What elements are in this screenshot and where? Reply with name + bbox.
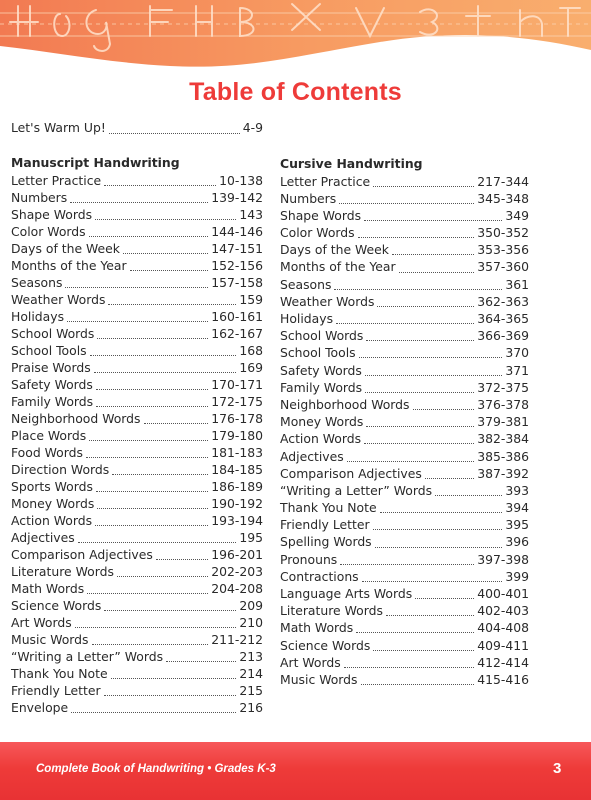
toc-entry-pages: 168 <box>239 342 263 358</box>
dot-leader <box>94 372 237 373</box>
dot-leader <box>336 323 474 324</box>
toc-entry-pages: 357-360 <box>477 259 529 275</box>
dot-leader <box>386 615 474 616</box>
toc-entry-pages: 209 <box>239 597 263 613</box>
toc-entry <box>280 362 529 379</box>
dot-leader <box>373 186 474 187</box>
dot-leader <box>90 355 237 356</box>
toc-entry-label: Science Words <box>11 597 102 613</box>
toc-entry-pages: 176-178 <box>211 410 263 426</box>
page-number: 3 <box>553 760 562 777</box>
dot-leader <box>117 576 208 577</box>
toc-entry <box>11 325 263 342</box>
dot-leader <box>399 272 475 273</box>
toc-entry-label: Adjectives <box>11 529 75 545</box>
toc-entry <box>280 619 529 636</box>
toc-entry-pages: 162-167 <box>211 325 263 341</box>
dot-leader <box>366 426 474 427</box>
toc-entry-label: Art Words <box>280 654 341 670</box>
toc-entry-pages: 179-180 <box>211 427 263 443</box>
toc-entry <box>280 327 529 344</box>
toc-entry-label: Pronouns <box>280 551 338 567</box>
toc-entry <box>280 637 529 654</box>
dot-leader <box>96 406 208 407</box>
manuscript-section <box>11 154 263 716</box>
dot-leader <box>356 632 474 633</box>
dot-leader <box>86 457 208 458</box>
toc-entry-pages: 349 <box>505 207 529 223</box>
toc-entry <box>280 568 529 585</box>
toc-entry <box>280 224 529 241</box>
toc-entry-pages: 376-378 <box>477 396 529 412</box>
toc-entry-pages: 387-392 <box>477 465 529 481</box>
toc-entry-pages: 210 <box>239 614 263 630</box>
toc-entry-label: Safety Words <box>11 376 93 392</box>
dot-leader <box>362 581 503 582</box>
toc-entry-label: Months of the Year <box>11 257 127 273</box>
section-heading-cursive: Cursive Handwriting <box>280 156 423 171</box>
toc-entry <box>280 551 529 568</box>
toc-entry <box>11 580 263 597</box>
toc-entry-pages: 399 <box>505 568 529 584</box>
toc-entry <box>280 190 529 207</box>
dot-leader <box>365 392 474 393</box>
toc-entry <box>280 207 529 224</box>
footer-book-title: Complete Book of Handwriting • Grades K-3 <box>36 763 276 775</box>
dot-leader <box>166 661 236 662</box>
toc-entry <box>11 189 263 206</box>
dot-leader <box>104 185 216 186</box>
dot-leader <box>130 270 209 271</box>
dot-leader <box>364 220 502 221</box>
manuscript-entry-list <box>11 172 263 716</box>
toc-entry-pages: 193-194 <box>211 512 263 528</box>
dot-leader <box>67 321 208 322</box>
toc-entry <box>11 359 263 376</box>
toc-entry-pages: 139-142 <box>211 189 263 205</box>
toc-entry-pages: 10-138 <box>219 172 263 188</box>
toc-entry-label: Money Words <box>280 414 364 430</box>
toc-entry-pages: 190-192 <box>211 495 263 511</box>
dot-leader <box>358 237 475 238</box>
dot-leader <box>359 357 503 358</box>
dot-leader <box>108 304 236 305</box>
toc-entry <box>11 240 263 257</box>
toc-entry <box>280 241 529 258</box>
toc-entry-label: Math Words <box>280 620 354 636</box>
dot-leader <box>112 474 208 475</box>
toc-entry-pages: 170-171 <box>211 376 263 392</box>
dot-leader <box>87 593 208 594</box>
toc-entry <box>280 516 529 533</box>
dot-leader <box>344 667 475 668</box>
toc-entry-pages: 181-183 <box>211 444 263 460</box>
toc-entry <box>11 546 263 563</box>
toc-entry-label: Envelope <box>11 699 69 715</box>
toc-entry-label: Letter Practice <box>11 172 102 188</box>
dot-leader <box>71 712 236 713</box>
dot-leader <box>334 289 502 290</box>
toc-entry <box>11 699 263 716</box>
toc-entry <box>11 308 263 325</box>
toc-entry-label: Safety Words <box>280 362 362 378</box>
toc-entry-pages: 159 <box>239 291 263 307</box>
toc-entry-pages: 184-185 <box>211 461 263 477</box>
toc-entry <box>11 206 263 223</box>
toc-entry-label: Family Words <box>11 393 94 409</box>
toc-entry-pages: 402-403 <box>477 603 529 619</box>
toc-entry <box>11 648 263 665</box>
toc-entry <box>11 529 263 546</box>
toc-entry-pages: 370 <box>505 345 529 361</box>
toc-entry-pages: 409-411 <box>477 637 529 653</box>
toc-entry-label: Thank You Note <box>11 665 108 681</box>
toc-entry-label: Adjectives <box>280 448 344 464</box>
toc-entry-label: Shape Words <box>11 206 93 222</box>
dot-leader <box>373 650 474 651</box>
toc-entry-pages: 211-212 <box>211 631 263 647</box>
toc-entry-label: Seasons <box>280 276 332 292</box>
toc-entry-label: Sports Words <box>11 478 93 494</box>
toc-entry-pages: 160-161 <box>211 308 263 324</box>
toc-entry-label: Music Words <box>280 671 358 687</box>
dot-leader <box>339 203 474 204</box>
toc-entry-pages: 353-356 <box>477 242 529 258</box>
page-title: Table of Contents <box>189 78 402 106</box>
toc-entry-pages: 372-375 <box>477 379 529 395</box>
dot-leader <box>144 423 209 424</box>
toc-entry <box>11 478 263 495</box>
toc-entry-pages: 213 <box>239 648 263 664</box>
toc-entry <box>280 310 529 327</box>
toc-entry <box>280 396 529 413</box>
dot-leader <box>104 695 237 696</box>
dot-leader <box>65 287 208 288</box>
toc-entry <box>280 430 529 447</box>
dot-leader <box>366 340 474 341</box>
toc-entry-pages: 195 <box>239 529 263 545</box>
dot-leader <box>413 409 475 410</box>
toc-entry-pages: 361 <box>505 276 529 292</box>
toc-entry-label: School Tools <box>11 342 87 358</box>
toc-entry-pages: 350-352 <box>477 225 529 241</box>
dot-leader <box>373 529 503 530</box>
toc-entry-pages: 217-344 <box>477 173 529 189</box>
dot-leader <box>89 440 208 441</box>
toc-entry-pages: 215 <box>239 682 263 698</box>
dot-leader <box>97 338 208 339</box>
toc-entry <box>11 342 263 359</box>
dot-leader <box>156 559 208 560</box>
toc-entry <box>280 465 529 482</box>
toc-entry-pages: 394 <box>505 500 529 516</box>
toc-entry-pages: 397-398 <box>477 551 529 567</box>
toc-entry-label: Praise Words <box>11 359 91 375</box>
toc-entry-pages: 379-381 <box>477 414 529 430</box>
toc-entry <box>280 499 529 516</box>
toc-entry <box>280 533 529 550</box>
toc-entry <box>11 563 263 580</box>
dot-leader <box>70 202 208 203</box>
toc-entry-pages: 364-365 <box>477 311 529 326</box>
toc-entry-label: Friendly Letter <box>11 682 101 698</box>
toc-entry-pages: 396 <box>505 534 529 550</box>
toc-entry <box>280 344 529 361</box>
toc-entry-warm-up <box>11 120 263 136</box>
toc-entry-pages: 382-384 <box>477 431 529 447</box>
toc-entry-label: School Words <box>280 328 364 344</box>
toc-entry-pages: 196-201 <box>211 546 263 562</box>
toc-entry-pages: 157-158 <box>211 274 263 290</box>
dot-leader <box>375 547 503 548</box>
toc-entry-pages: 393 <box>505 482 529 498</box>
toc-entry-label: Days of the Week <box>280 242 389 258</box>
toc-entry-label: Months of the Year <box>280 259 396 275</box>
toc-entry-label: Comparison Adjectives <box>280 465 422 481</box>
dot-leader <box>340 564 474 565</box>
header-banner <box>0 0 591 82</box>
dot-leader <box>78 542 237 543</box>
toc-entry <box>11 495 263 512</box>
toc-entry-label: Thank You Note <box>280 500 377 516</box>
toc-entry-label: Action Words <box>11 512 93 528</box>
dot-leader <box>415 598 474 599</box>
toc-entry-pages: 385-386 <box>477 448 529 464</box>
toc-entry-label: Direction Words <box>11 461 110 477</box>
toc-entry <box>280 173 529 190</box>
section-heading-manuscript: Manuscript Handwriting <box>11 155 180 170</box>
dot-leader <box>97 508 208 509</box>
toc-entry-label: Art Words <box>11 614 72 630</box>
dot-leader <box>425 478 474 479</box>
toc-entry-label: Neighborhood Words <box>11 410 141 426</box>
toc-entry-label: Family Words <box>280 379 363 395</box>
toc-entry-label: Days of the Week <box>11 240 120 256</box>
toc-entry-label: Color Words <box>11 223 86 239</box>
toc-entry-pages: 214 <box>239 665 263 681</box>
toc-entry-label: Money Words <box>11 495 95 511</box>
toc-entry-pages: 404-408 <box>477 620 529 636</box>
toc-entry-label: Math Words <box>11 580 85 596</box>
toc-entry-label: Let's Warm Up! <box>11 120 106 135</box>
toc-entry <box>280 585 529 602</box>
toc-entry-label: Holidays <box>11 308 65 324</box>
toc-entry-label: Food Words <box>11 444 83 460</box>
toc-entry-pages: 172-175 <box>211 393 263 409</box>
dot-leader <box>364 443 474 444</box>
toc-entry-pages: 204-208 <box>211 580 263 596</box>
toc-entry-pages: 362-363 <box>477 293 529 309</box>
dot-leader <box>365 375 502 376</box>
toc-entry-label: School Words <box>11 325 95 341</box>
toc-entry <box>11 257 263 274</box>
toc-entry-label: Seasons <box>11 274 63 290</box>
toc-entry <box>11 172 263 189</box>
toc-entry <box>11 223 263 240</box>
toc-entry-pages: 345-348 <box>477 190 529 206</box>
toc-entry <box>280 671 529 688</box>
toc-entry <box>280 602 529 619</box>
dot-leader <box>361 684 475 685</box>
toc-entry <box>280 276 529 293</box>
dot-leader <box>96 389 208 390</box>
toc-entry-label: Holidays <box>280 311 334 326</box>
toc-entry-label: Weather Words <box>280 293 375 309</box>
toc-entry-label: “Writing a Letter” Words <box>280 482 433 498</box>
cursive-entry-list <box>280 173 529 689</box>
dot-leader <box>95 219 236 220</box>
toc-entry <box>280 293 529 310</box>
dot-leader <box>347 461 475 462</box>
toc-entry <box>11 444 263 461</box>
toc-entry <box>11 512 263 529</box>
toc-entry-label: Shape Words <box>280 207 362 223</box>
toc-entry-pages: 400-401 <box>477 586 529 601</box>
toc-entry-label: Language Arts Words <box>280 586 413 601</box>
toc-entry-pages: 216 <box>239 699 263 715</box>
toc-entry <box>280 413 529 430</box>
toc-entry <box>11 376 263 393</box>
toc-entry-pages: 186-189 <box>211 478 263 494</box>
toc-entry <box>11 427 263 444</box>
toc-entry-pages: 415-416 <box>477 671 529 687</box>
toc-entry-label: Literature Words <box>11 563 114 579</box>
dot-leader <box>109 133 240 134</box>
dot-leader <box>377 306 474 307</box>
toc-entry-label: Action Words <box>280 431 362 447</box>
toc-entry-label: Comparison Adjectives <box>11 546 153 562</box>
dot-leader <box>89 236 209 237</box>
dot-leader <box>435 495 502 496</box>
toc-entry-label: Friendly Letter <box>280 517 370 533</box>
toc-entry <box>11 597 263 614</box>
toc-entry-pages: 412-414 <box>477 654 529 670</box>
toc-entry-pages: 143 <box>239 206 263 222</box>
toc-entry <box>11 274 263 291</box>
toc-entry-pages: 366-369 <box>477 328 529 344</box>
toc-entry-pages: 147-151 <box>211 240 263 256</box>
toc-entry <box>11 614 263 631</box>
toc-entry-label: Neighborhood Words <box>280 396 410 412</box>
dot-leader <box>111 678 237 679</box>
toc-entry-pages: 395 <box>505 517 529 533</box>
dot-leader <box>392 254 474 255</box>
toc-entry <box>280 448 529 465</box>
dot-leader <box>92 644 209 645</box>
toc-entry-label: Contractions <box>280 568 359 584</box>
toc-entry-label: Numbers <box>280 190 337 206</box>
toc-entry-label: Place Words <box>11 427 87 443</box>
toc-entry-pages: 169 <box>239 359 263 375</box>
toc-entry-label: Science Words <box>280 637 371 653</box>
toc-entry-pages: 371 <box>505 362 529 378</box>
toc-entry <box>11 665 263 682</box>
toc-entry-label: Music Words <box>11 631 89 647</box>
toc-entry <box>280 258 529 275</box>
dot-leader <box>96 491 208 492</box>
toc-entry-label: Color Words <box>280 225 355 241</box>
toc-entry <box>11 410 263 427</box>
toc-entry-label: “Writing a Letter” Words <box>11 648 164 664</box>
toc-entry-label: Spelling Words <box>280 534 372 550</box>
cursive-section <box>280 155 529 688</box>
toc-entry-label: School Tools <box>280 345 356 361</box>
dot-leader <box>123 253 208 254</box>
toc-entry <box>11 291 263 308</box>
toc-entry <box>280 482 529 499</box>
dot-leader <box>75 627 237 628</box>
toc-entry-label: Letter Practice <box>280 173 371 189</box>
toc-entry-label: Weather Words <box>11 291 106 307</box>
toc-entry-label: Literature Words <box>280 603 383 619</box>
toc-entry <box>11 631 263 648</box>
toc-entry <box>11 461 263 478</box>
dot-leader <box>104 610 236 611</box>
toc-entry-pages: 202-203 <box>211 563 263 579</box>
toc-entry <box>11 682 263 699</box>
toc-entry <box>280 654 529 671</box>
handwriting-pattern-decoration <box>0 0 591 82</box>
toc-entry-pages: 4-9 <box>242 120 263 135</box>
toc-entry <box>11 393 263 410</box>
dot-leader <box>380 512 503 513</box>
toc-entry <box>280 379 529 396</box>
toc-entry-label: Numbers <box>11 189 68 205</box>
dot-leader <box>95 525 208 526</box>
toc-entry-pages: 152-156 <box>211 257 263 273</box>
toc-entry-pages: 144-146 <box>211 223 263 239</box>
